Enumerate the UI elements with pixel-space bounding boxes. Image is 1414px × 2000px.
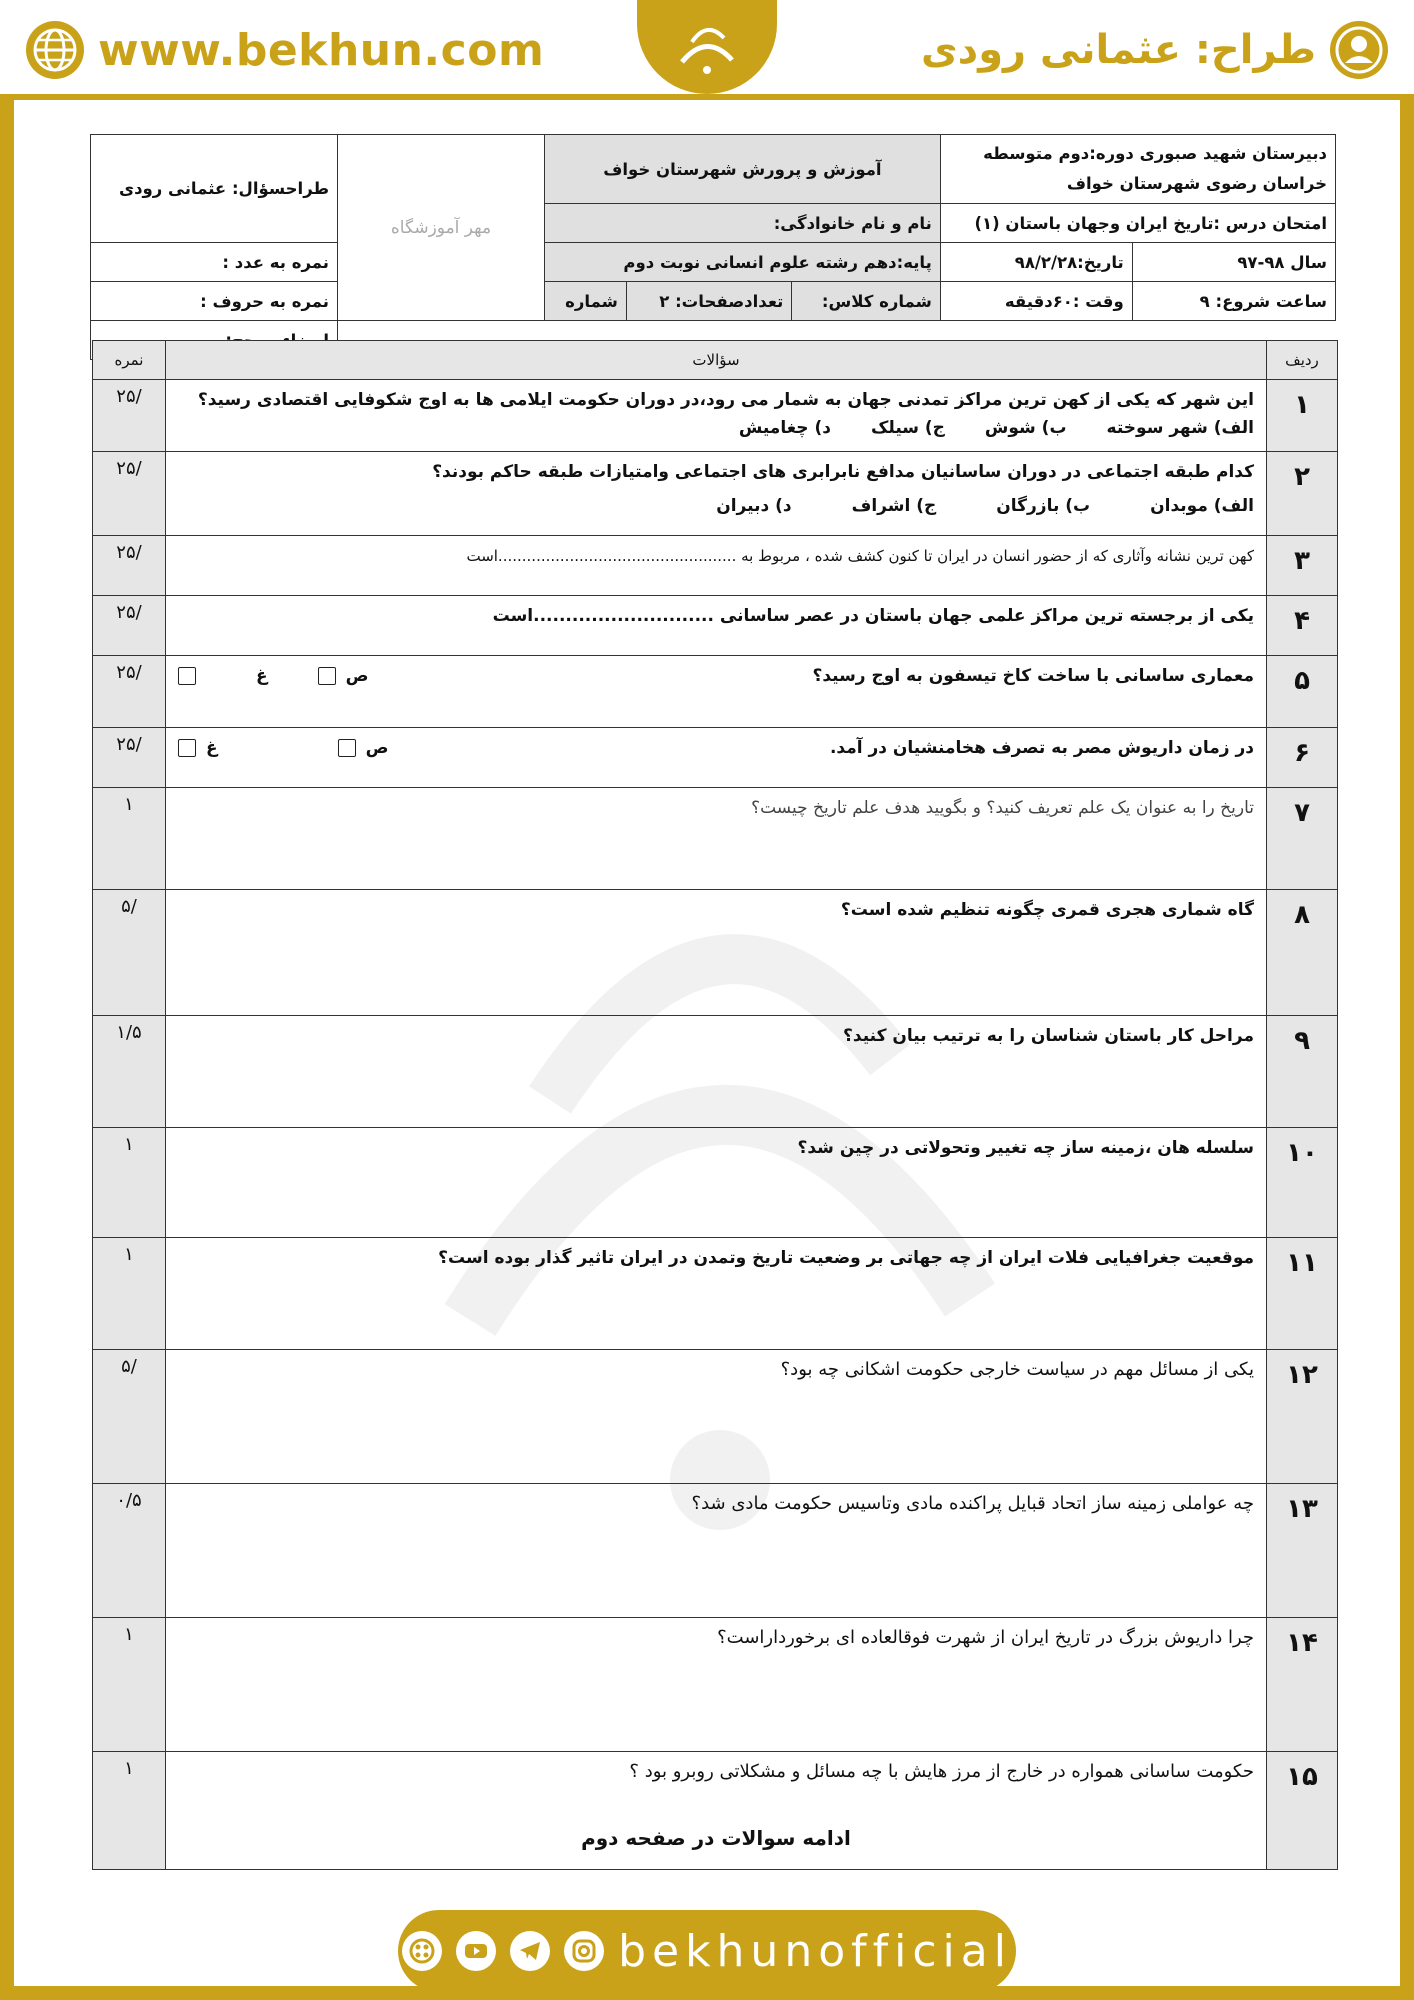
website-text: www.bekhun.com: [98, 24, 545, 76]
question-score: /۲۵: [93, 728, 166, 788]
designer-badge: [921, 20, 1388, 80]
globe-icon: [26, 21, 84, 79]
question-cell: [166, 656, 1267, 728]
user-icon: [1330, 21, 1388, 79]
table-row: [93, 728, 1338, 788]
header-score: نمره: [93, 341, 166, 380]
question-text: کدام طبقه اجتماعی در دوران ساسانیان مدافع نابرابری های اجتماعی وامتیازات طبقه حاکم بودند؟: [432, 462, 1254, 482]
school-name: دبیرستان شهید صبوری دوره:دوم متوسطه: [983, 144, 1327, 163]
exam-header: [90, 134, 1336, 360]
question-number: ۳: [1267, 536, 1338, 596]
false-checkbox[interactable]: [178, 739, 196, 757]
question-score: ۱: [93, 1238, 166, 1350]
question-text: مراحل کار باستان شناسان را به ترتیب بیان کنید؟: [166, 1016, 1267, 1128]
question-number: ۱۰: [1267, 1128, 1338, 1238]
question-text: چه عواملی زمینه ساز اتحاد قبایل پراکنده مادی وتاسیس حکومت مادی شد؟: [166, 1484, 1267, 1618]
table-row: [93, 890, 1338, 1016]
table-row: [93, 1128, 1338, 1238]
question-text: کهن ترین نشانه وآثاری که از حضور انسان در ایران تا کنون کشف شده ، مربوط به ..................................................است: [166, 536, 1267, 596]
grade-field: پایه:دهم رشته علوم انسانی نوبت دوم: [545, 243, 941, 282]
options: [178, 414, 1254, 442]
option-c[interactable]: ج) اشراف: [851, 496, 937, 516]
social-handle: bekhunofficial: [618, 1925, 1012, 1977]
number-field[interactable]: شماره: [545, 282, 627, 321]
question-number: ۱۵: [1267, 1752, 1338, 1870]
question-text: یکی از مسائل مهم در سیاست خارجی حکومت اشکانی چه بود؟: [166, 1350, 1267, 1484]
true-false-options: [178, 662, 369, 690]
question-score: ۱: [93, 788, 166, 890]
question-score: ۱/۵: [93, 1016, 166, 1128]
question-cell: [166, 1752, 1267, 1870]
question-score: /۲۵: [93, 536, 166, 596]
question-text: معماری ساسانی با ساخت کاخ تیسفون به اوج رسید؟: [812, 666, 1254, 686]
question-score: /۲۵: [93, 452, 166, 536]
question-number: ۵: [1267, 656, 1338, 728]
instagram-icon[interactable]: [564, 1931, 604, 1971]
school-cell: [940, 135, 1335, 204]
page-count: تعدادصفحات: ۲: [626, 282, 791, 321]
question-text: موقعیت جغرافیایی فلات ایران از چه جهاتی بر وضعیت تاریخ وتمدن در ایران تاثیر گذار بوده است؟: [166, 1238, 1267, 1350]
question-number: ۲: [1267, 452, 1338, 536]
question-text: گاه شماری هجری قمری چگونه تنظیم شده است؟: [166, 890, 1267, 1016]
option-b[interactable]: ب) شوش: [984, 418, 1067, 438]
designer-name: طراح: عثمانی رودی: [921, 27, 1316, 73]
table-row: [93, 1016, 1338, 1128]
option-a[interactable]: الف) شهر سوخته: [1106, 418, 1254, 438]
question-score: ۱: [93, 1618, 166, 1752]
website-link[interactable]: [26, 20, 544, 80]
true-label: ص: [365, 738, 389, 758]
question-number: ۱: [1267, 380, 1338, 452]
option-d[interactable]: د) چغامیش: [738, 418, 831, 438]
table-row: [93, 1238, 1338, 1350]
telegram-icon[interactable]: [510, 1931, 550, 1971]
table-row: [93, 536, 1338, 596]
class-number-field[interactable]: شماره کلاس:: [792, 282, 940, 321]
false-checkbox[interactable]: [178, 667, 196, 685]
question-score: ۱: [93, 1128, 166, 1238]
question-score: ۱: [93, 1752, 166, 1870]
question-cell: [166, 728, 1267, 788]
question-score: ۰/۵: [93, 1484, 166, 1618]
header-row-number: ردیف: [1267, 341, 1338, 380]
question-number: ۴: [1267, 596, 1338, 656]
start-time: ساعت شروع: ۹: [1132, 282, 1335, 321]
option-c[interactable]: ج) سیلک: [870, 418, 945, 438]
school-stamp: مهر آموزشگاه: [338, 135, 545, 321]
bekhun-logo: [637, 0, 777, 94]
year: سال ۹۸-۹۷: [1132, 243, 1335, 282]
questions-table: [92, 340, 1338, 1870]
continue-note: ادامه سوالات در صفحه دوم: [581, 1826, 851, 1850]
social-footer: [398, 1910, 1016, 1992]
question-cell: [166, 380, 1267, 452]
question-number: ۶: [1267, 728, 1338, 788]
question-text: سلسله هان ،زمینه ساز چه تغییر وتحولاتی در چین شد؟: [166, 1128, 1267, 1238]
false-label: غ: [256, 666, 268, 686]
false-label: غ: [206, 738, 218, 758]
header-questions: سؤالات: [166, 341, 1267, 380]
options: [178, 492, 1254, 520]
question-text: چرا داریوش بزرگ در تاریخ ایران از شهرت فوقالعاده ای برخورداراست؟: [166, 1618, 1267, 1752]
province-name: خراسان رضوی شهرستان خواف: [1066, 174, 1327, 193]
youtube-icon[interactable]: [456, 1931, 496, 1971]
score-digits-field[interactable]: نمره به عدد :: [91, 243, 338, 282]
question-text: تاریخ را به عنوان یک علم تعریف کنید؟ و بگویید هدف علم تاریخ چیست؟: [166, 788, 1267, 890]
table-row: [93, 1484, 1338, 1618]
option-d[interactable]: د) دبیران: [716, 496, 792, 516]
score-letters-field[interactable]: نمره به حروف :: [91, 282, 338, 321]
question-score: /۵: [93, 890, 166, 1016]
question-text: حکومت ساسانی همواره در خارج از مرز هایش با چه مسائل و مشکلاتی روبرو بود ؟: [629, 1761, 1254, 1782]
table-row: [93, 788, 1338, 890]
question-number: ۹: [1267, 1016, 1338, 1128]
question-number: ۱۳: [1267, 1484, 1338, 1618]
exam-title: امتحان درس :تاریخ ایران وجهان باستان (۱): [940, 204, 1335, 243]
question-score: /۲۵: [93, 656, 166, 728]
true-label: ص: [345, 666, 369, 686]
org-name: آموزش و پرورش شهرستان خواف: [545, 135, 941, 204]
question-number: ۸: [1267, 890, 1338, 1016]
name-field[interactable]: نام و نام خانوادگی:: [545, 204, 941, 243]
option-a[interactable]: الف) موبدان: [1150, 496, 1254, 516]
exam-date: تاریخ:۹۸/۲/۲۸: [940, 243, 1132, 282]
question-score: /۲۵: [93, 596, 166, 656]
true-false-options: [178, 734, 389, 762]
true-checkbox[interactable]: [318, 667, 336, 685]
question-text: در زمان داریوش مصر به تصرف هخامنشیان در آمد.: [829, 738, 1254, 758]
question-text: یکی از برجسته ترین مراکز علمی جهان باستان در عصر ساسانی ............................است: [166, 596, 1267, 656]
designer-field: طراحسؤال: عثمانی رودی: [91, 135, 338, 243]
question-score: /۵: [93, 1350, 166, 1484]
table-row: [93, 1350, 1338, 1484]
question-cell: [166, 452, 1267, 536]
top-banner: [0, 0, 1414, 100]
aparat-icon[interactable]: [402, 1931, 442, 1971]
duration: وقت :۶۰دقیقه: [940, 282, 1132, 321]
question-number: ۱۴: [1267, 1618, 1338, 1752]
table-row: [93, 1618, 1338, 1752]
table-row: [93, 452, 1338, 536]
table-row: [93, 596, 1338, 656]
table-row: [93, 656, 1338, 728]
option-b[interactable]: ب) بازرگان: [996, 496, 1091, 516]
question-number: ۱۲: [1267, 1350, 1338, 1484]
true-checkbox[interactable]: [338, 739, 356, 757]
question-text: این شهر که یکی از کهن ترین مراکز تمدنی جهان به شمار می رود،در دوران حکومت ایلامی ها به اوج شکوفایی اقتصادی رسید؟: [197, 390, 1254, 410]
question-number: ۷: [1267, 788, 1338, 890]
table-row: [93, 1752, 1338, 1870]
question-score: /۲۵: [93, 380, 166, 452]
table-row: [93, 380, 1338, 452]
question-number: ۱۱: [1267, 1238, 1338, 1350]
table-header-row: [93, 341, 1338, 380]
